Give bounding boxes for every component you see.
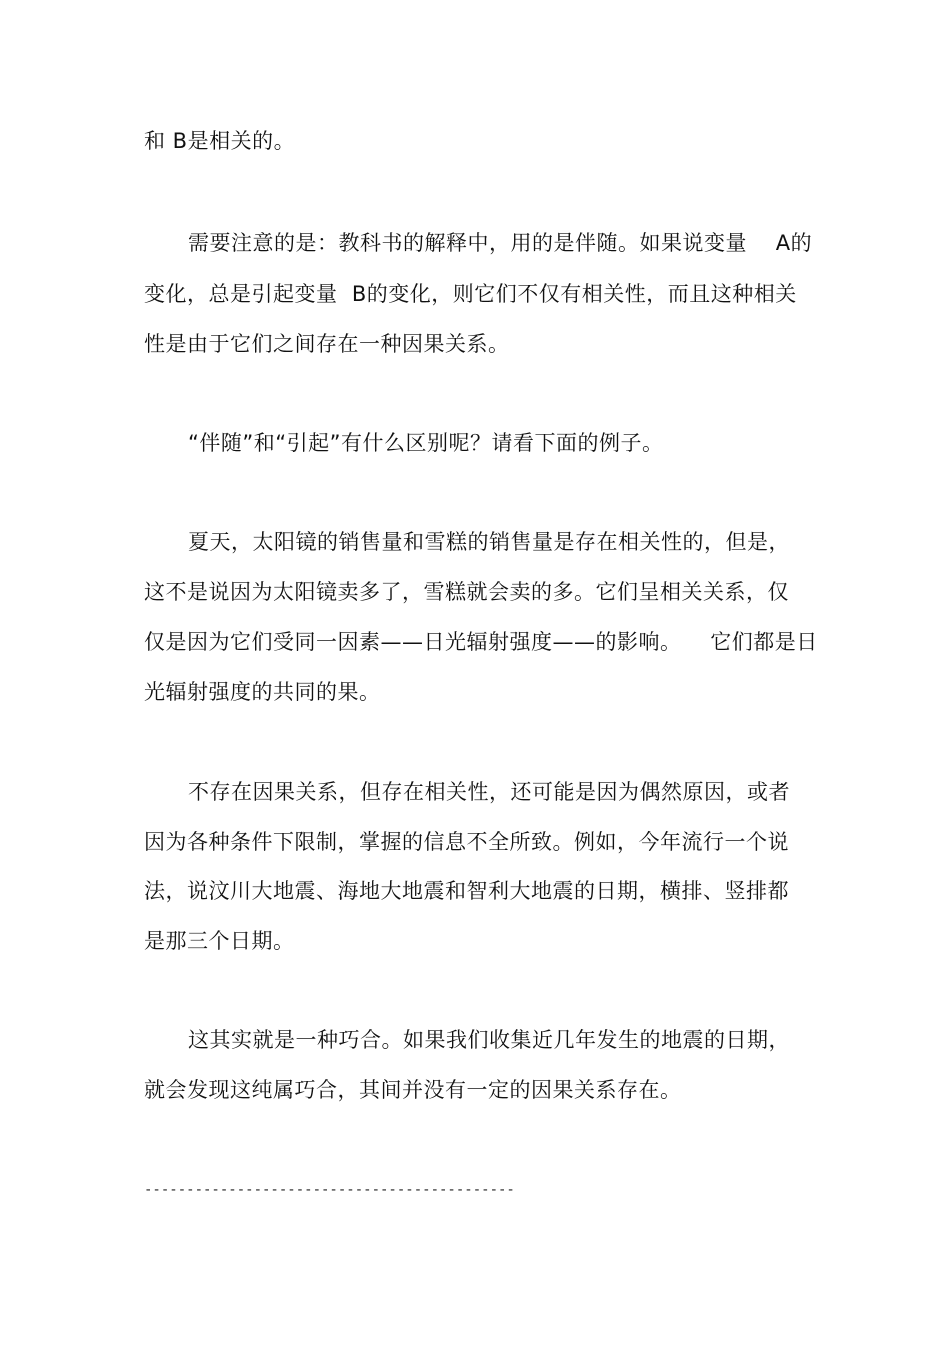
paragraph-2-line-3: 性是由于它们之间存在一种因果关系。 [144,332,510,356]
paragraph-5-line-2: 因为各种条件下限制，掌握的信息不全所致。例如，今年流行一个说 [144,830,789,854]
paragraph-4-line-2: 这不是说因为太阳镜卖多了，雪糕就会卖的多。它们呈相关关系，仅 [144,580,789,604]
paragraph-3-line-1: “伴随”和“引起”有什么区别呢？请看下面的例子。 [188,431,664,455]
paragraph-1-line-1: 和 B是相关的。 [144,129,296,153]
separator-line: -------------------------------------------- [144,1182,515,1198]
paragraph-4-line-3: 仅是因为它们受同一因素——日光辐射强度——的影响。 它们都是日 [144,630,818,654]
paragraph-5-line-1: 不存在因果关系，但存在相关性，还可能是因为偶然原因，或者 [188,780,790,804]
paragraph-6-line-2: 就会发现这纯属巧合，其间并没有一定的因果关系存在。 [144,1078,682,1102]
paragraph-2-line-1: 需要注意的是：教科书的解释中，用的是伴随。如果说变量 A的 [188,231,813,255]
paragraph-2-line-2: 变化，总是引起变量 B的变化，则它们不仅有相关性，而且这种相关 [144,282,797,306]
paragraph-4-line-1: 夏天，太阳镜的销售量和雪糕的销售量是存在相关性的，但是， [188,530,790,554]
paragraph-5-line-3: 法，说汶川大地震、海地大地震和智利大地震的日期，横排、竖排都 [144,879,789,903]
paragraph-5-line-4: 是那三个日期。 [144,929,295,953]
paragraph-4-line-4: 光辐射强度的共同的果。 [144,680,381,704]
paragraph-6-line-1: 这其实就是一种巧合。如果我们收集近几年发生的地震的日期， [188,1028,790,1052]
